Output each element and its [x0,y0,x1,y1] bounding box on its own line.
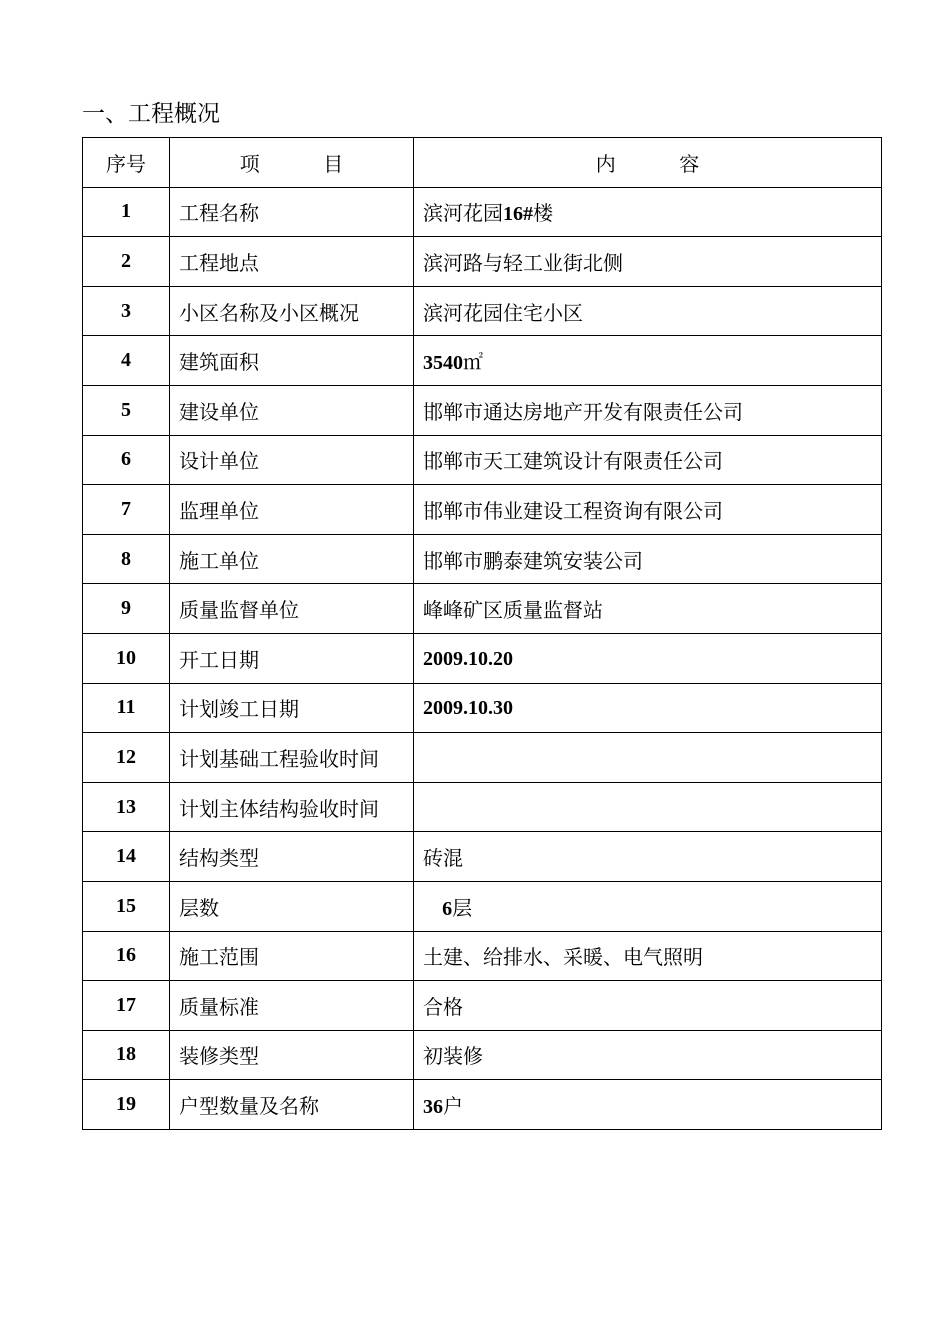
row-content-value [414,782,882,832]
content-number: 36 [423,1096,443,1119]
row-content-value [414,683,882,733]
content-text: 滨河花园 [423,201,503,226]
content-text: 邯郸市伟业建设工程资询有限公司 [423,498,723,523]
row-item-label: 施工范围 [170,931,414,981]
table-header-row [83,138,882,188]
row-content-value [414,931,882,981]
row-content-value [414,237,882,287]
table-row [83,385,882,435]
row-item-label: 监理单位 [170,485,414,535]
row-serial-number: 12 [83,733,170,783]
content-text [423,896,442,920]
row-serial-number: 19 [83,1080,170,1130]
row-serial-number: 8 [83,534,170,584]
table-row [83,832,882,882]
row-serial-number: 6 [83,435,170,485]
content-suffix: 户 [443,1094,463,1119]
table-body [83,187,882,1129]
row-item-label: 结构类型 [170,832,414,882]
content-number: 2009.10.30 [423,697,513,720]
table-row [83,633,882,683]
row-content-value [414,187,882,237]
row-content-value [414,1030,882,1080]
row-serial-number: 13 [83,782,170,832]
row-item-label: 开工日期 [170,633,414,683]
table-row [83,733,882,783]
table-row [83,584,882,634]
content-text: 邯郸市天工建筑设计有限责任公司 [423,449,723,474]
content-text: 邯郸市鹏泰建筑安装公司 [423,548,643,573]
row-serial-number: 5 [83,385,170,435]
row-item-label: 工程地点 [170,237,414,287]
project-overview-table [82,137,882,1130]
table-row [83,1080,882,1130]
row-item-label: 质量标准 [170,981,414,1031]
row-item-label: 计划竣工日期 [170,683,414,733]
content-text: 土建、给排水、采暖、电气照明 [423,945,703,970]
content-suffix: ㎡ [463,350,483,375]
table-row [83,683,882,733]
content-suffix: 层 [452,895,473,920]
row-content-value [414,881,882,931]
content-text: 砖混 [423,846,463,871]
row-serial-number: 11 [83,683,170,733]
row-content-value [414,981,882,1031]
table-row [83,237,882,287]
row-content-value [414,534,882,584]
content-number: 16# [503,203,533,226]
row-content-value [414,633,882,683]
content-number: 6 [442,897,453,920]
table-row [83,782,882,832]
table-row [83,286,882,336]
row-content-value [414,832,882,882]
content-text: 滨河路与轻工业街北侧 [423,250,623,275]
table-row [83,534,882,584]
table-row [83,881,882,931]
row-item-label: 层数 [170,881,414,931]
row-item-label: 户型数量及名称 [170,1080,414,1130]
row-content-value [414,485,882,535]
table-row [83,981,882,1031]
row-item-label: 装修类型 [170,1030,414,1080]
table-row [83,485,882,535]
row-content-value [414,1080,882,1130]
row-serial-number: 15 [83,881,170,931]
row-item-label: 小区名称及小区概况 [170,286,414,336]
row-serial-number: 3 [83,286,170,336]
table-row [83,931,882,981]
table-row [83,187,882,237]
row-item-label: 计划基础工程验收时间 [170,733,414,783]
header-item: 项 目 [170,138,414,188]
content-text: 滨河花园住宅小区 [423,300,583,325]
row-content-value [414,733,882,783]
row-item-label: 建设单位 [170,385,414,435]
header-serial-number: 序号 [83,138,170,188]
row-content-value [414,336,882,386]
content-number: 3540 [423,352,463,375]
row-item-label: 质量监督单位 [170,584,414,634]
row-serial-number: 17 [83,981,170,1031]
section-title: 一、工程概况 [82,101,220,127]
row-content-value [414,435,882,485]
row-item-label: 建筑面积 [170,336,414,386]
content-text: 峰峰矿区质量监督站 [423,598,603,623]
row-item-label: 设计单位 [170,435,414,485]
content-number: 2009.10.20 [423,647,513,670]
header-content: 内 容 [414,138,882,188]
content-text: 邯郸市通达房地产开发有限责任公司 [423,399,743,424]
row-serial-number: 4 [83,336,170,386]
row-content-value [414,385,882,435]
row-item-label: 工程名称 [170,187,414,237]
content-text: 初装修 [423,1044,483,1069]
row-serial-number: 16 [83,931,170,981]
row-content-value [414,286,882,336]
table-row [83,1030,882,1080]
row-serial-number: 7 [83,485,170,535]
row-serial-number: 1 [83,187,170,237]
row-item-label: 施工单位 [170,534,414,584]
row-serial-number: 2 [83,237,170,287]
content-suffix: 楼 [533,201,553,226]
row-serial-number: 14 [83,832,170,882]
row-content-value [414,584,882,634]
content-text: 合格 [423,994,463,1019]
row-serial-number: 10 [83,633,170,683]
row-item-label: 计划主体结构验收时间 [170,782,414,832]
row-serial-number: 18 [83,1030,170,1080]
table-row [83,435,882,485]
row-serial-number: 9 [83,584,170,634]
table-row [83,336,882,386]
